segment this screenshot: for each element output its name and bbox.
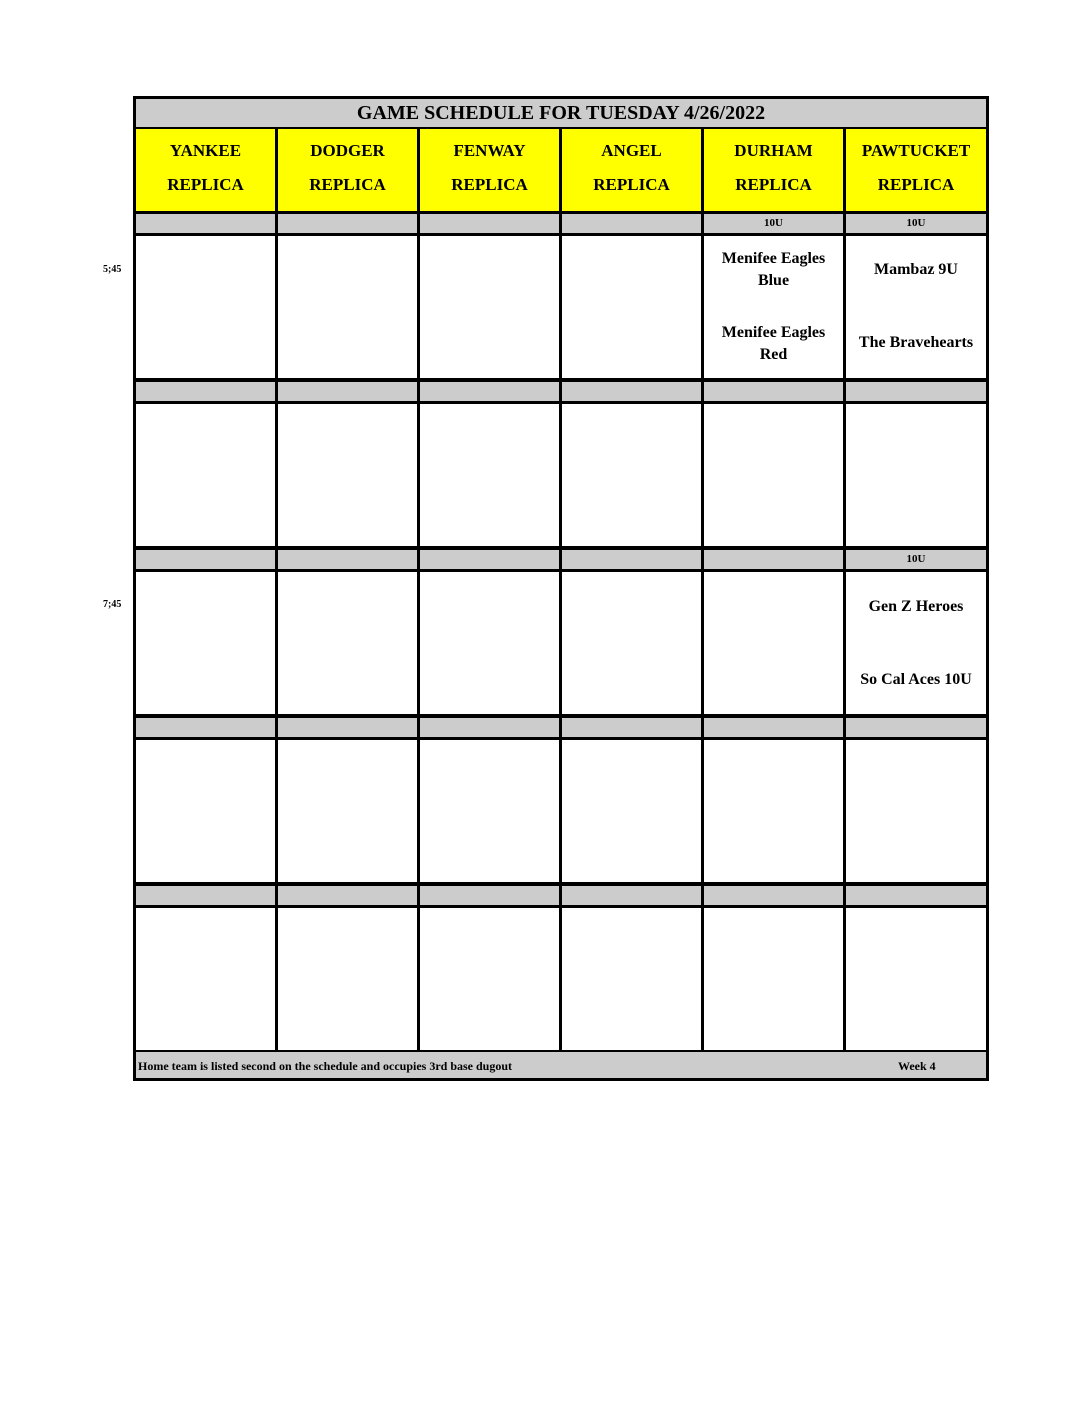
division-cell: 10U xyxy=(846,550,986,569)
game-cell xyxy=(704,572,843,714)
field-header-durham xyxy=(704,129,843,211)
field-name: DURHAM xyxy=(734,141,813,160)
game-cell xyxy=(278,740,417,882)
game-cell xyxy=(846,908,986,1050)
division-cell xyxy=(136,214,275,233)
game-cell xyxy=(846,404,986,546)
game-cell xyxy=(136,404,275,546)
schedule-footer xyxy=(136,1052,986,1078)
division-cell xyxy=(704,886,843,905)
division-cell xyxy=(562,718,701,737)
division-cell xyxy=(136,886,275,905)
field-header-fenway xyxy=(420,129,559,211)
division-cell xyxy=(278,382,417,401)
division-cell xyxy=(136,550,275,569)
away-team-line-1: Menifee Eagles xyxy=(721,250,826,267)
home-team: The Bravehearts xyxy=(858,334,974,351)
game-cell xyxy=(136,572,275,714)
division-cell xyxy=(846,718,986,737)
game-cell xyxy=(278,236,417,378)
game-cell xyxy=(420,404,559,546)
division-cell xyxy=(136,718,275,737)
division-cell xyxy=(278,214,417,233)
division-cell xyxy=(846,382,986,401)
game-cell xyxy=(420,572,559,714)
division-cell xyxy=(420,382,559,401)
division-cell xyxy=(562,550,701,569)
field-name: FENWAY xyxy=(453,141,526,160)
game-cell xyxy=(846,740,986,882)
home-team-line-1: Menifee Eagles xyxy=(721,324,826,341)
field-name: DODGER xyxy=(310,141,385,160)
division-cell xyxy=(136,382,275,401)
game-cell xyxy=(420,236,559,378)
game-cell xyxy=(420,908,559,1050)
field-type: REPLICA xyxy=(593,175,670,194)
division-cell xyxy=(420,550,559,569)
division-cell xyxy=(846,886,986,905)
division-cell xyxy=(704,382,843,401)
game-cell xyxy=(704,740,843,882)
game-cell xyxy=(562,572,701,714)
home-team-note: Home team is listed second on the schedule and occupies 3rd base dugout xyxy=(138,1059,513,1073)
division-cell xyxy=(420,718,559,737)
time-label-slot-3: 7;45 xyxy=(103,599,122,610)
home-team xyxy=(704,322,843,366)
game-cell xyxy=(278,572,417,714)
field-name: ANGEL xyxy=(601,141,662,160)
field-name: YANKEE xyxy=(169,141,242,160)
game-cell-pawtucket-slot-1 xyxy=(846,236,986,378)
division-cell xyxy=(562,214,701,233)
game-cell xyxy=(278,404,417,546)
game-cell xyxy=(420,740,559,882)
game-cell xyxy=(562,740,701,882)
schedule-title: GAME SCHEDULE FOR TUESDAY 4/26/2022 xyxy=(136,99,986,127)
division-cell xyxy=(704,718,843,737)
away-team xyxy=(704,248,843,292)
division-cell xyxy=(278,718,417,737)
division-cell xyxy=(562,886,701,905)
game-cell xyxy=(704,908,843,1050)
field-type: REPLICA xyxy=(877,175,955,194)
division-cell xyxy=(562,382,701,401)
field-type: REPLICA xyxy=(309,175,386,194)
home-team-line-2: Red xyxy=(759,346,788,363)
game-cell xyxy=(562,404,701,546)
game-cell xyxy=(562,236,701,378)
division-cell xyxy=(420,886,559,905)
division-cell: 10U xyxy=(704,214,843,233)
field-name: PAWTUCKET xyxy=(861,141,971,160)
time-label-slot-1: 5;45 xyxy=(103,264,122,275)
game-cell xyxy=(136,740,275,882)
division-cell xyxy=(278,550,417,569)
away-team: Gen Z Heroes xyxy=(868,598,964,615)
game-cell xyxy=(562,908,701,1050)
game-cell xyxy=(136,908,275,1050)
division-cell xyxy=(278,886,417,905)
away-team-line-2: Blue xyxy=(757,272,790,289)
field-header-angel xyxy=(562,129,701,211)
division-cell: 10U xyxy=(846,214,986,233)
game-cell-pawtucket-slot-3 xyxy=(846,572,986,714)
field-header-pawtucket xyxy=(846,129,986,211)
field-type: REPLICA xyxy=(735,175,812,194)
division-cell xyxy=(704,550,843,569)
field-type: REPLICA xyxy=(451,175,528,194)
game-cell-durham-slot-1 xyxy=(704,236,843,378)
field-header-yankee xyxy=(136,129,275,211)
home-team: So Cal Aces 10U xyxy=(860,671,972,688)
game-cell xyxy=(278,908,417,1050)
week-label: Week 4 xyxy=(898,1059,936,1073)
field-type: REPLICA xyxy=(167,175,244,194)
game-cell xyxy=(704,404,843,546)
division-cell xyxy=(420,214,559,233)
away-team: Mambaz 9U xyxy=(874,261,958,278)
field-header-dodger xyxy=(278,129,417,211)
game-cell xyxy=(136,236,275,378)
schedule-table xyxy=(133,96,989,1081)
